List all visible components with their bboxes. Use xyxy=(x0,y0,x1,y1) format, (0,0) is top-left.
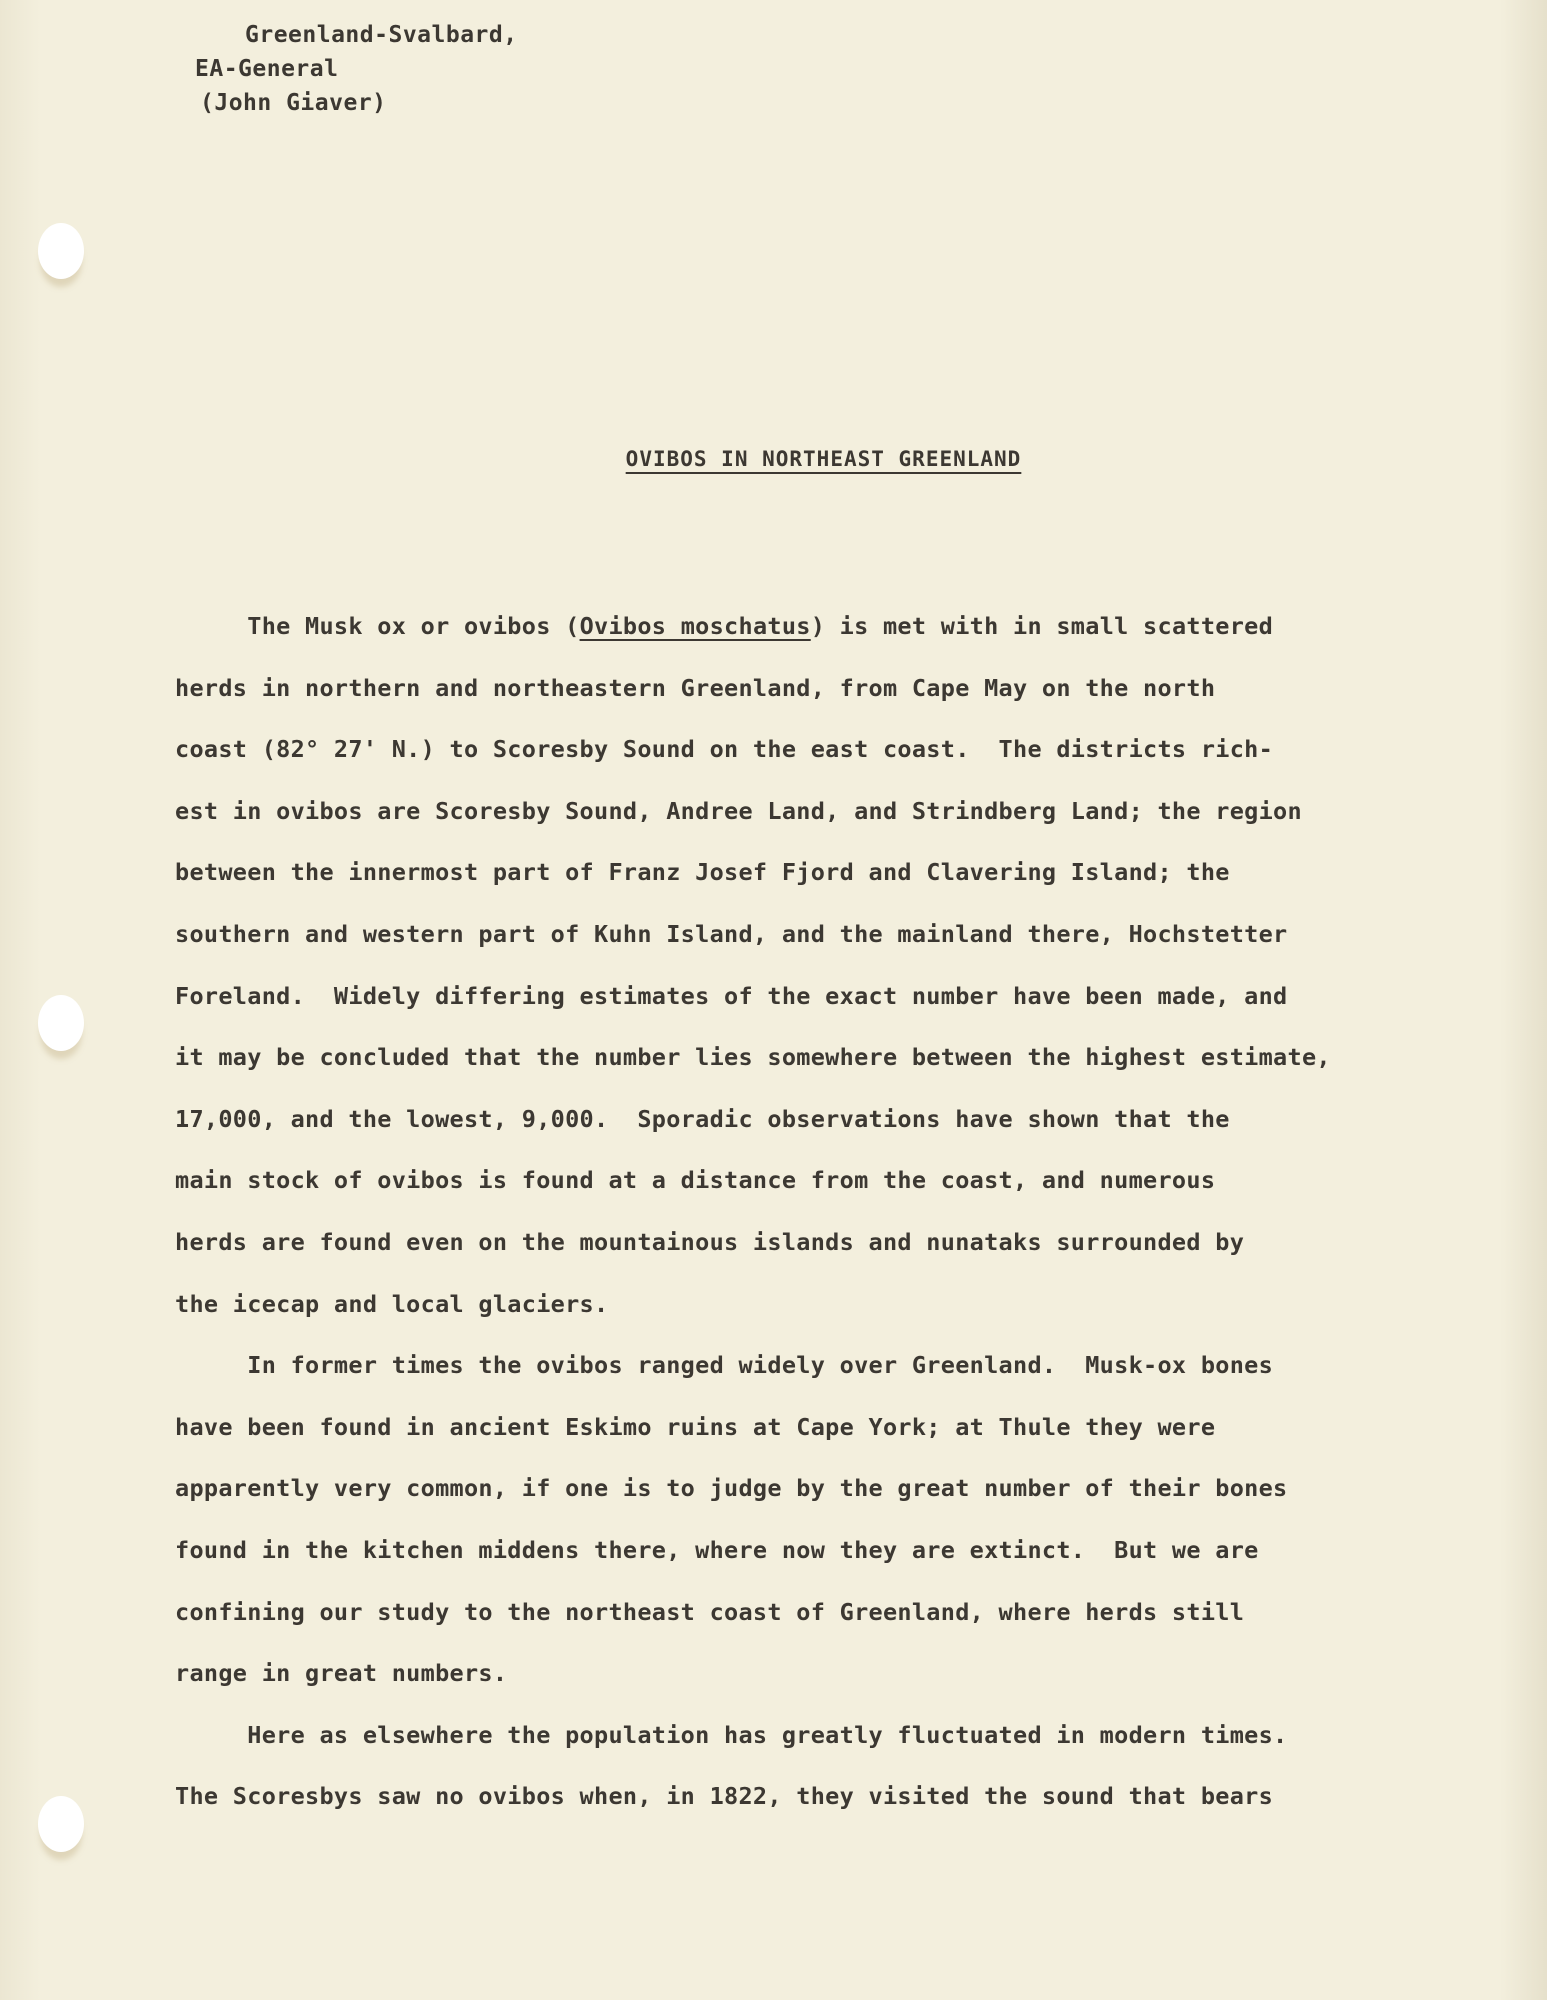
paragraph-line: between the innermost part of Franz Josef Fjord and Clavering Island; the xyxy=(175,858,1230,887)
paragraph-line: Here as elsewhere the population has greatly fluctuated in modern times. xyxy=(175,1720,1288,1749)
species-name: Ovibos moschatus xyxy=(579,612,811,640)
paragraph-line: range in great numbers. xyxy=(175,1659,508,1688)
header-author: (John Giaver) xyxy=(200,90,387,116)
paragraph-line: apparently very common, if one is to judge by the great number of their bones xyxy=(175,1474,1288,1503)
paragraph-line: it may be concluded that the number lies somewhere between the highest estimate, xyxy=(175,1043,1331,1072)
paragraph-line: herds in northern and northeastern Greenland, from Cape May on the north xyxy=(175,673,1216,702)
paragraph-line xyxy=(175,596,1445,658)
title-text: OVIBOS IN NORTHEAST GREENLAND xyxy=(625,447,1022,471)
paragraph-line: the icecap and local glaciers. xyxy=(175,1289,609,1318)
paragraph-line: est in ovibos are Scoresby Sound, Andree Land, and Strindberg Land; the region xyxy=(175,796,1302,825)
paragraph-line: southern and western part of Kuhn Island, and the mainland there, Hochstetter xyxy=(175,919,1288,948)
paragraph-line: In former times the ovibos ranged widely over Greenland. Musk-ox bones xyxy=(175,1351,1274,1380)
line-text: The Musk ox or ovibos ( xyxy=(175,612,580,640)
paragraph-line: found in the kitchen middens there, where now they are extinct. But we are xyxy=(175,1535,1259,1564)
header-category: EA-General xyxy=(195,56,339,82)
document-title xyxy=(0,447,1547,471)
body-text xyxy=(175,596,1445,1828)
punch-hole xyxy=(38,995,84,1051)
paragraph-line: Foreland. Widely differing estimates of the exact number have been made, and xyxy=(175,981,1288,1010)
punch-hole xyxy=(38,1796,84,1852)
paragraph-line: main stock of ovibos is found at a distance from the coast, and numerous xyxy=(175,1166,1216,1195)
paragraph-line: coast (82° 27' N.) to Scoresby Sound on the east coast. The districts rich- xyxy=(175,735,1274,764)
punch-hole xyxy=(38,223,84,279)
file-header xyxy=(195,18,518,120)
paragraph-line: The Scoresbys saw no ovibos when, in 1822, they visited the sound that bears xyxy=(175,1782,1274,1811)
paragraph-line: confining our study to the northeast coast of Greenland, where herds still xyxy=(175,1597,1245,1626)
line-text: ) is met with in small scattered xyxy=(810,612,1274,640)
paragraph-line: herds are found even on the mountainous islands and nunataks surrounded by xyxy=(175,1227,1245,1256)
paragraph-line: have been found in ancient Eskimo ruins at Cape York; at Thule they were xyxy=(175,1412,1216,1441)
paragraph-line: 17,000, and the lowest, 9,000. Sporadic observations have shown that the xyxy=(175,1104,1230,1133)
header-region: Greenland-Svalbard, xyxy=(245,22,518,48)
